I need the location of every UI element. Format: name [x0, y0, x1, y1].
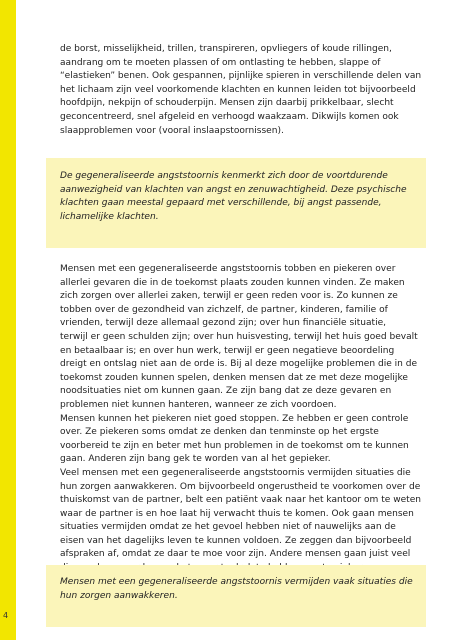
text-line: situaties vermijden omdat ze het gevoel hebben niet of nauwelijks aan de: [60, 522, 396, 533]
text-line: Veel mensen met een gegeneraliseerde angststoornis vermijden situaties die: [60, 467, 411, 478]
text-line: thuiskomst van de partner, belt een patiënt vaak naar het kantoor om te weten: [60, 495, 422, 506]
text-line: afspraken af, omdat ze daar te moe voor zijn. Andere mensen gaan juist veel: [60, 549, 411, 560]
callout-line: lichamelijke klachten.: [60, 211, 159, 222]
text-line: tobben over de gezondheid van zichzelf, de partner, kinderen, familie of: [60, 304, 388, 315]
text-line: over. Ze piekeren soms omdat ze denken dan tenminste op het ergste: [60, 427, 379, 438]
callout-box-avoidance: [46, 565, 426, 627]
text-line: waar de partner is en hoe laat hij verwacht thuis te komen. Ook gaan mensen: [60, 508, 414, 519]
text-line: toekomst zouden kunnen spelen, denken mensen dat ze met deze mogelijke: [60, 372, 408, 383]
text-line: slaapproblemen voor (vooral inslaapstoornissen).: [60, 125, 284, 136]
text-line: vrienden, terwijl deze allemaal gezond zijn; over hun financiële situatie,: [60, 318, 387, 329]
callout-line: De gegeneraliseerde angststoornis kenmerkt zich door de voortdurende: [60, 171, 388, 181]
callout-box-definition: [46, 158, 426, 248]
text-line: “elastieken” benen. Ook gespannen, pijnlijke spieren in verschillende delen van: [60, 71, 422, 82]
text-line: en betaalbaar is; en over hun werk, terwijl er geen negatieve beoordeling: [60, 345, 395, 356]
text-line: hoofdpijn, nekpijn of schouderpijn. Mensen zijn daarbij prikkelbaar, slecht: [60, 98, 394, 109]
text-line: problemen niet kunnen hanteren, wanneer ze zich voordoen.: [60, 399, 337, 410]
text-line: dreigt en ontslag niet aan de orde is. Bij al deze mogelijke problemen die in de: [60, 359, 418, 370]
page-side-stripe: [0, 0, 16, 640]
paragraph-symptoms: [60, 43, 420, 138]
callout-line: Mensen met een gegeneraliseerde angststoornis vermijden vaak situaties die: [60, 577, 413, 587]
paragraph-worry: [60, 263, 420, 576]
text-line: de borst, misselijkheid, trillen, transpireren, opvliegers of koude rillingen,: [60, 44, 392, 54]
text-line: het lichaam zijn veel voorkomende klachten en kunnen leiden tot bijvoorbeeld: [60, 84, 416, 95]
text-line: noodsituaties niet om kunnen gaan. Ze zijn bang dat ze deze gevaren en: [60, 386, 392, 397]
callout-line: klachten gaan meestal gepaard met verschillende, bij angst passende,: [60, 198, 382, 209]
page-number: 4: [3, 611, 9, 620]
text-line: geconcentreerd, snel afgeleid en verhoogd waakzaam. Dikwijls komen ook: [60, 111, 399, 122]
text-line: hun zorgen aanwakkeren. Om bijvoorbeeld ongerustheid te voorkomen over de: [60, 481, 421, 492]
text-line: zich zorgen over allerlei zaken, terwijl er geen reden voor is. Zo kunnen ze: [60, 291, 398, 302]
text-line: aandrang om te moeten plassen of om ontlasting te hebben, slappe of: [60, 57, 381, 68]
callout-line: aanwezigheid van klachten van angst en zenuwachtigheid. Deze psychische: [60, 184, 407, 195]
text-line: terwijl er geen schulden zijn; over hun huisvesting, terwijl het huis goed bevalt: [60, 331, 418, 342]
text-line: voorbereid te zijn en beter met hun problemen in de toekomst om te kunnen: [60, 440, 409, 451]
text-line: gaan. Anderen zijn bang gek te worden van al het gepieker.: [60, 454, 331, 465]
text-line: Mensen kunnen het piekeren niet goed stoppen. Ze hebben er geen controle: [60, 413, 409, 424]
text-line: eisen van het dagelijks leven te kunnen voldoen. Ze zeggen dan bijvoorbeeld: [60, 535, 412, 546]
text-line: Mensen met een gegeneraliseerde angststoornis tobben en piekeren over: [60, 264, 396, 274]
callout-line: hun zorgen aanwakkeren.: [60, 590, 178, 601]
text-line: allerlei gevaren die in de toekomst plaats zouden kunnen vinden. Ze maken: [60, 277, 405, 288]
